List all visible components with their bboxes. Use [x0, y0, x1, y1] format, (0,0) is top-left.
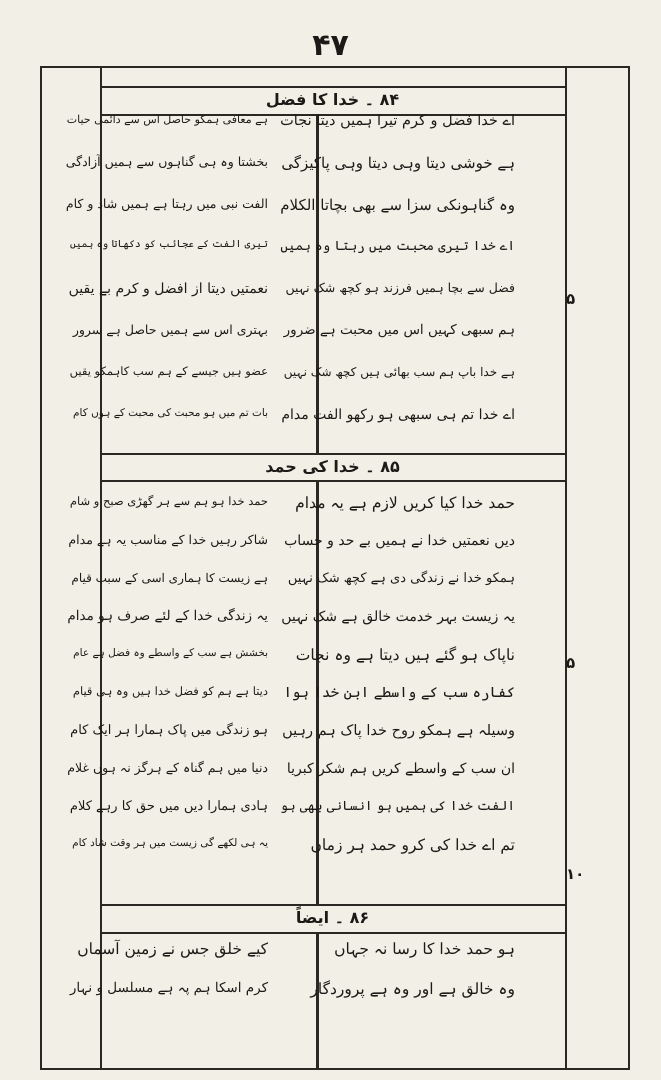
verse-line: وہ گناہونکی سزا سے بھی بچاتا الکلام	[280, 196, 515, 214]
verse-line: تیری الفت کے عجائب کو دکھاتا وہ ہمیں	[69, 239, 268, 250]
verse-line: ان سب کے واسطے کریں ہم شکر کبریا	[286, 761, 515, 777]
section-heading: ۸۵ ۔ خدا کی حمد	[265, 457, 400, 476]
verse-line: بہتری اس سے ہمیں حاصل ہے سرور	[72, 322, 268, 337]
verse-line: حمد خدا کیا کریں لازم ہے یہ مدام	[295, 494, 515, 512]
verse-line: ہے خوشی دیتا وہی دیتا وہی پاکیزگی	[281, 154, 515, 172]
verse-line: ہے معافی ہمکو حاصل اس سے دائمی حیات	[66, 113, 268, 126]
verse-line: ہو حمد خدا کا رسا نہ جہاں	[334, 940, 515, 958]
verse-line: بخشش ہے سب کے واسطے وہ فضل ہے عام	[73, 647, 268, 659]
verse-line: تم اے خدا کی کرو حمد ہر زماں	[310, 836, 515, 854]
verse-line: الفت خدا کی ہمیں ہو انسانی بھی ہو	[280, 799, 515, 814]
verse-line: اے خدا تم ہی سبھی ہو رکھو الفت مدام	[281, 407, 515, 423]
section-rule	[100, 453, 565, 455]
page-frame	[40, 66, 630, 1070]
verse-line: دنیا میں ہم گناہ کے ہرگز نہ ہوں غلام	[67, 760, 268, 775]
verse-line: اے خدا تیری محبت میں رہتا وہ ہمیں	[280, 239, 515, 254]
verse-line: ہمکو خدا نے زندگی دی ہے کچھ شک نہیں	[287, 571, 515, 586]
page-number: ۴۷	[312, 28, 349, 63]
section-rule	[100, 932, 565, 934]
verse-line: ہے خدا باپ ہم سب بھائی ہیں کچھ شک نہیں	[283, 365, 515, 379]
margin-rule-right	[565, 68, 567, 1068]
section-heading: ۸۴ ۔ خدا کا فضل	[265, 90, 400, 109]
verse-line: ناپاک ہو گئے ہیں دیتا ہے وہ نجات	[295, 646, 515, 664]
line-number: ۱۰	[566, 865, 585, 883]
verse-line: کفارہ سب کے واسطے ابن خدا ہوا	[283, 685, 515, 701]
verse-line: الفت نبی میں رہتا ہے ہمیں شاد و کام	[65, 196, 268, 211]
section-rule	[100, 480, 565, 482]
section-rule	[100, 86, 565, 88]
verse-line: حمد خدا ہو ہم سے ہر گھڑی صبح و شام	[69, 494, 268, 508]
verse-line: بات تم میں ہو محبت کی محبت کے ہوں کام	[73, 407, 268, 419]
verse-line: کرم اسکا ہم پہ ہے مسلسل و نہار	[69, 980, 268, 996]
verse-line: وسیلہ ہے ہمکو روح خدا پاک ہم رہیں	[282, 723, 515, 739]
verse-line: یہ زندگی خدا کے لئے صرف ہو مدام	[67, 608, 268, 624]
verse-line: بخشتا وہ ہی گناہوں سے ہمیں آزادگی	[65, 154, 268, 169]
verse-line: وہ خالق ہے اور وہ ہے پروردگار	[310, 980, 515, 998]
verse-line: دیں نعمتیں خدا نے ہمیں بے حد و حساب	[284, 533, 515, 549]
section-rule	[100, 904, 565, 906]
line-number: ۵	[566, 290, 576, 308]
verse-line: کیے خلق جس نے زمین آسماں	[77, 940, 268, 958]
verse-line: ہے زیست کا ہماری اسی کے سبب قیام	[71, 571, 268, 585]
verse-line: ہم سبھی کہیں اس میں محبت ہے ضرور	[283, 322, 515, 338]
verse-line: ہو زندگی میں پاک ہمارا ہر ایک کام	[70, 723, 268, 738]
line-number: ۵	[566, 654, 576, 672]
verse-line: دیتا ہے ہم کو فضل خدا ہیں وہ ہی قیام	[72, 684, 268, 698]
verse-line: نعمتیں دیتا از افضل و کرم بے یقیں	[68, 281, 268, 297]
verse-line: ہادی ہمارا دیں میں حق کا رہے کلام	[69, 799, 268, 814]
verse-line: شاکر رہیں خدا کے مناسب یہ ہے مدام	[68, 532, 268, 547]
verse-line: فضل سے بچا ہمیں فرزند ہو کچھ شک نہیں	[285, 280, 515, 295]
column-rule	[316, 934, 319, 1068]
verse-line: یہ زیست بہر خدمت خالق ہے شک نہیں	[281, 609, 515, 625]
verse-line: یہ ہی لکھے گی زیست میں ہر وقت شاد کام	[72, 837, 268, 849]
verse-line: عضو ہیں جیسے کے ہم سب کاہمکو یقیں	[69, 364, 268, 378]
verse-line: اے خدا فضل و کرم تیرا ہمیں دیتا نجات	[280, 113, 515, 129]
section-heading: ۸۶ ۔ ایضاً	[295, 908, 370, 927]
